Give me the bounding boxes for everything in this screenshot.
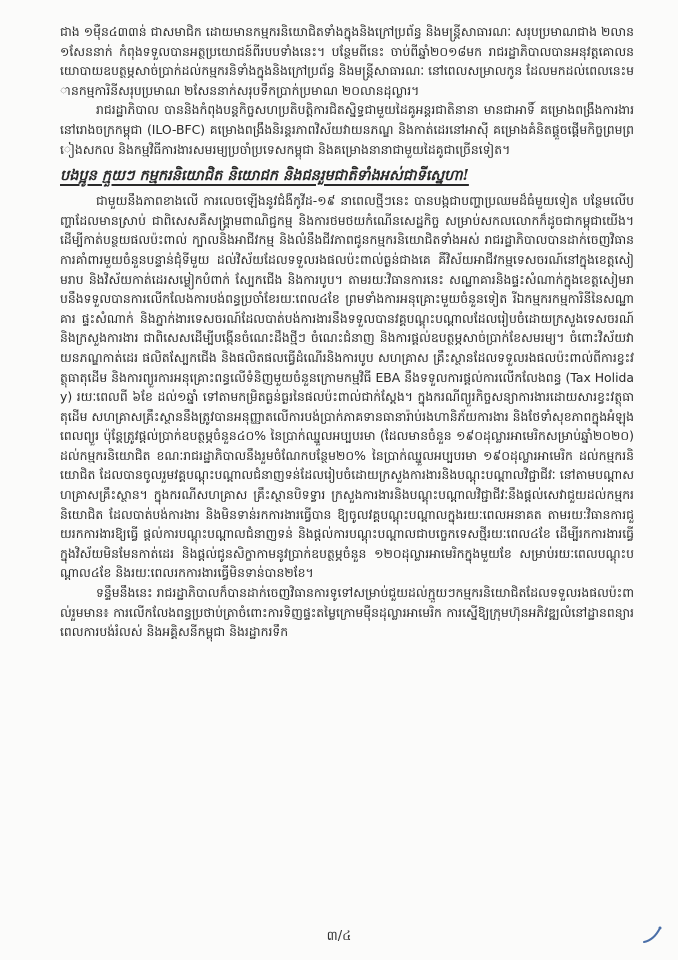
paragraph-4: ទន្ទឹមនឹងនេះ រាជរដ្ឋាភិបាលក៏បានដាក់ចេញវិធានការទូទៅសម្រាប់ជួយដល់ក្មួយៗកម្មករនិយោជិតដែលទទួលរងផលប៉ះពាល់រួមមាន៖ ការលើកលែងពន្ធប្រថាប់ត្រាចំពោះការទិញផ្ទះតម្លៃក្រោមម៉ឺនដុល្លារអាមេរិក ការស្នើឱ្យក្រុមហ៊ុនអភិវឌ្ឍលំនៅដ្ឋានពន្យារពេលការបង់រំលស់ និងអគ្គិសនីកម្ពុជា និងរដ្ឋាករទឹក (60, 585, 634, 640)
paragraph-2: រាជរដ្ឋាភិបាល បាននិងកំពុងបន្តកិច្ចសហប្រតិបត្តិការជិតស្និទ្ធជាមួយដៃគូអន្តរជាតិនានា មានជាអាទិ៍ គម្រោងពង្រឹងការងារនៅរោងចក្រកម្ពុជា (ILO-BFC) គម្រោងពង្រឹងនិរន្តរភាពវិស័យវាយនភណ្ឌ និងកាត់ដេរនៅអាស៊ី គម្រោងគំនិតផ្តួចផ្តើមកិច្ចព្រមព្រៀងសកល និងកម្មវិធីការងារសមរម្យប្រចាំប្រទេសកម្ពុជា និងគម្រោងនានាជាមួយដៃគូជាច្រើនទៀត។ (60, 102, 634, 157)
corner-curl-icon (640, 922, 664, 946)
paragraph-3: ជាមួយនឹងភាពខាងលើ ការលេចឡើងនូវជំងឺកូវីដ-១៩ នាពេលថ្មីៗនេះ បានបង្កជាបញ្ហាប្រឈមដ៏ធំមួយទៀត បន្ថែមលើបញ្ហាដែលមានស្រាប់ ជាពិសេសគឺសង្គ្រាមពាណិជ្ជកម្ម និងការថមថយកំណើនសេដ្ឋកិច្ច សម្រាប់សកលលោកក៏ដូចជាកម្ពុជាយើង។ ដើម្បីកាត់បន្ថយផលប៉ះពាល់ ក្បាលនិងអាជីវកម្ម និងលំនឹងជីវភាពជូនកម្មករនិយោជិតទាំងអស់ រាជរដ្ឋាភិបាលបានដាក់ចេញវិធានការគាំពារមួយចំនួនបន្ទាន់ជុំទីមួយ ដល់វិស័យដែលទទួលរងផលប៉ះពាល់ធ្ងន់ជាងគេ គឺវិស័យអាជីវកម្មទេសចរណ៍នៅក្នុងខេត្តសៀមរាប និងវិស័យកាត់ដេរសម្លៀកបំពាក់ ស្បែកជើង និងការបូប។ តាមរយៈវិធានការនេះ សណ្ឋាគារនិងផ្ទះសំណាក់ក្នុងខេត្តសៀមរាបនឹងទទួលបានការលើកលែងការបង់ពន្ធប្រចាំខែរយៈពេល៤ខែ ព្រមទាំងការអនុគ្រោះមួយចំនួនទៀត រីឯកម្មករកម្មការិនីនៃសណ្ឋាគារ ផ្ទះសំណាក់ និងភ្នាក់ងារទេសចរណ៍ដែលបាត់បង់ការងារនឹងទទួលបានវគ្គបណ្តុះបណ្តាលដែលរៀបចំដោយក្រសួងទេសចរណ៍ និងក្រសួងការងារ ជាពិសេសដើម្បីបង្កើនចំណេះដឹងថ្មីៗ ចំណេះជំនាញ និងការផ្តល់ឧបត្ថម្ភសាច់ប្រាក់ខែសមរម្យ។ ចំពោះវិស័យវាយនភណ្ឌកាត់ដេរ ផលិតស្បែកជើង និងផលិតផលធ្វើដំណើរនិងការបូប សហគ្រាស គ្រឹះស្ថានដែលទទួលរងផលប៉ះពាល់ពីការខ្វះវត្ថុធាតុដើម និងការព្យួរការអនុគ្រោះពន្ធលើទំនិញមួយចំនួនក្រោមកម្មវិធី EBA នឹងទទួលការផ្តល់ការលើកលែងពន្ធ (Tax Holiday) រយៈពេលពី ៦ខែ ដល់១ឆ្នាំ ទៅតាមកម្រិតធ្ងន់ធ្ងរនៃផលប៉ះពាល់ជាក់ស្តែង។ ក្នុងករណីព្យួរកិច្ចសន្យាការងារដោយសារខ្វះវត្ថុធាតុដើម សហគ្រាសគ្រឹះស្ថាននឹងត្រូវបានអនុញ្ញាតលើការបង់ប្រាក់ភាគទានធានារ៉ាប់រងហានិភ័យការងារ និងថែទាំសុខភាពក្នុងអំឡុងពេលព្យួរ ប៉ុន្តែត្រូវផ្តល់ប្រាក់ឧបត្ថម្ភចំនួន៤០% នៃប្រាក់ឈ្នួលអប្បបរមា (ដែលមានចំនួន ១៩០ដុល្លារអាមេរិកសម្រាប់ឆ្នាំ២០២០) ដល់កម្មករនិយោជិត ខណៈរាជរដ្ឋាភិបាលនឹងរួមចំណែកបន្ថែម២០% នៃប្រាក់ឈ្នួលអប្បបរមា ១៩០ដុល្លារអាមេរិក ដល់កម្មករនិយោជិត ដែលបានចូលរួមវគ្គបណ្តុះបណ្តាលជំនាញទន់ដែលរៀបចំដោយក្រសួងការងារនិងបណ្តុះបណ្តាលវិជ្ជាជីវៈ នៅតាមបណ្តាសហគ្រាសគ្រឹះស្ថាន។ ក្នុងករណីសហគ្រាស គ្រឹះស្ថានបិទទ្វារ ក្រសួងការងារនិងបណ្តុះបណ្តាលវិជ្ជាជីវៈនឹងផ្តល់សេវាជួយដល់កម្មករនិយោជិត ដែលបាត់បង់ការងារ និងមិនទាន់រកការងារធ្វើបាន ឱ្យចូលវគ្គបណ្តុះបណ្តាលក្នុងរយៈពេលអនាគត តាមរយៈវិធានការជួយរកការងារឱ្យធ្វើ ផ្តល់ការបណ្តុះបណ្តាលជំនាញទន់ និងផ្តល់ការបណ្តុះបណ្តាលជាបច្ចេកទេសថ្មីរយៈពេល៤ខែ ដើម្បីរកការងារធ្វើក្នុងវិស័យមិនមែនកាត់ដេរ និងផ្តល់ជូនសិក្ខាកាមនូវប្រាក់ឧបត្ថម្ភចំនួន ១២០ដុល្លារអាមេរិកក្នុងមួយខែ សម្រាប់រយៈពេលបណ្តុះបណ្តាល៤ខែ និងរយៈពេលរកការងារធ្វើមិនទាន់បាន២ខែ។ (60, 193, 634, 581)
paragraph-1: ជាង ១ម៉ឺន៤៣៣ន់ ជាសមាជិក ដោយមានកម្មករនិយោជិតទាំងក្នុងនិងក្រៅប្រព័ន្ធ និងមន្ត្រីសាធារណៈ សរុបប្រមាណជាង ២លាន១សែននាក់ កំពុងទទួលបានអត្ថប្រយោជន៍ពីរបបទាំងនេះ។ បន្ថែមពីនេះ ចាប់ពីឆ្នាំ២០១៨មក រាជរដ្ឋាភិបាលបានអនុវត្តគោលនយោបាយឧបត្ថម្ភសាច់ប្រាក់ដល់កម្មករនិទាំងក្នុងនិងក្រៅប្រព័ន្ធ និងមន្ត្រីសាធារណៈ នៅពេលសម្រាលកូន ដែលមកដល់ពេលនេះមានកម្មការិនីសរុបប្រមាណ ២សែននាក់សរុបទឹកប្រាក់ប្រមាណ ២០លានដុល្លារ។ (60, 24, 634, 98)
page-number: ៣/៤ (326, 929, 352, 944)
section-heading: បងប្អូន ក្មួយៗ កម្មករនិយោជិត និយោជក និងជនរួមជាតិទាំងអស់ជាទីស្នេហា! (60, 167, 469, 185)
